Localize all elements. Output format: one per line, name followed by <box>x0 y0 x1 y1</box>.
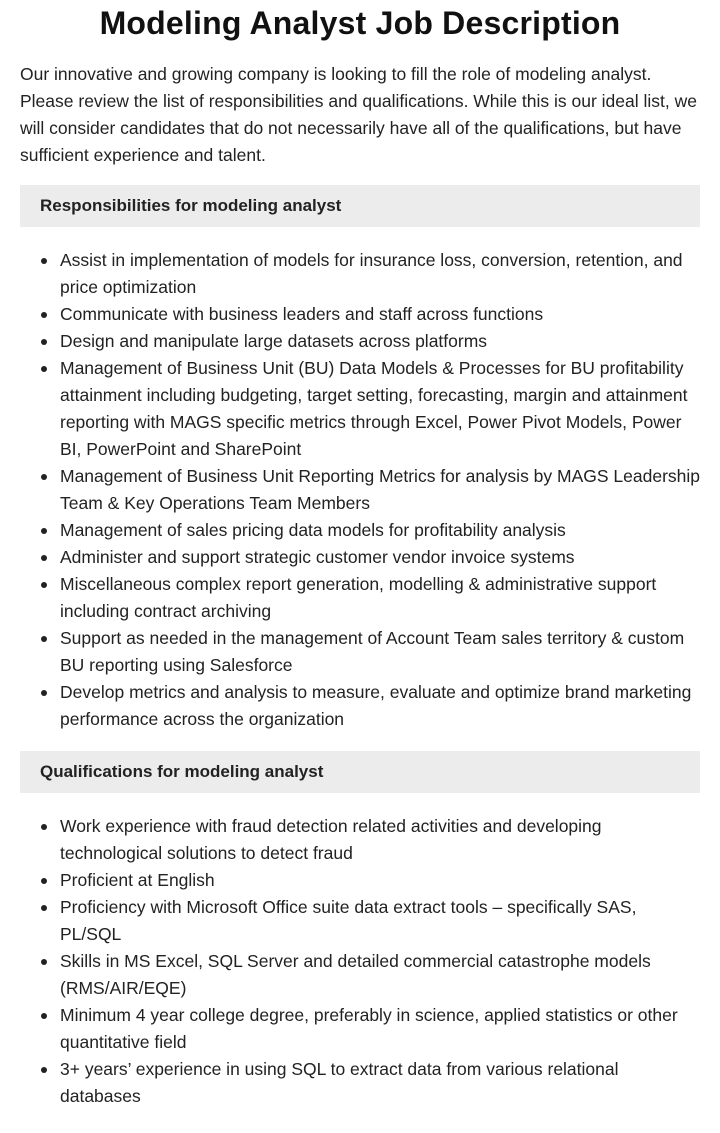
list-item <box>20 948 700 1002</box>
qualifications-list <box>20 813 700 1110</box>
bullet-icon <box>41 959 47 965</box>
list-item-text: Work experience with fraud detection related activities and developing technological solutions to detect fraud <box>60 816 602 863</box>
list-item-text: 3+ years’ experience in using SQL to extract data from various relational databases <box>60 1059 619 1106</box>
bullet-icon <box>41 555 47 561</box>
bullet-icon <box>41 824 47 830</box>
list-item-text: Miscellaneous complex report generation, modelling & administrative support including contract archiving <box>60 574 657 621</box>
list-item <box>20 355 700 463</box>
bullet-icon <box>41 582 47 588</box>
page-title: Modeling Analyst Job Description <box>99 5 621 41</box>
qualifications-heading: Qualifications for modeling analyst <box>20 751 700 793</box>
list-item-text: Communicate with business leaders and staff across functions <box>60 304 544 324</box>
list-item-text: Proficiency with Microsoft Office suite data extract tools – specifically SAS, PL/SQL <box>60 897 637 944</box>
list-item-text: Support as needed in the management of Account Team sales territory & custom BU reporting using Salesforce <box>60 628 685 675</box>
bullet-icon <box>41 905 47 911</box>
list-item <box>20 517 700 544</box>
list-item-text: Management of sales pricing data models for profitability analysis <box>60 520 566 540</box>
list-item-text: Develop metrics and analysis to measure, evaluate and optimize brand marketing performance across the organization <box>60 682 692 729</box>
responsibilities-list <box>20 247 700 733</box>
list-item <box>20 328 700 355</box>
bullet-icon <box>41 690 47 696</box>
bullet-icon <box>41 312 47 318</box>
bullet-icon <box>41 636 47 642</box>
list-item-text: Minimum 4 year college degree, preferably in science, applied statistics or other quantitative field <box>60 1005 678 1052</box>
list-item-text: Skills in MS Excel, SQL Server and detailed commercial catastrophe models (RMS/AIR/EQE) <box>60 951 651 998</box>
list-item-text: Assist in implementation of models for insurance loss, conversion, retention, and price optimization <box>60 250 683 297</box>
responsibilities-heading: Responsibilities for modeling analyst <box>20 185 700 227</box>
list-item-text: Management of Business Unit Reporting Metrics for analysis by MAGS Leadership Team & Key Operations Team Members <box>60 466 701 513</box>
list-item-text: Design and manipulate large datasets across platforms <box>60 331 488 351</box>
bullet-icon <box>41 339 47 345</box>
bullet-icon <box>41 366 47 372</box>
list-item <box>20 813 700 867</box>
bullet-icon <box>41 1067 47 1073</box>
list-item <box>20 679 700 733</box>
list-item <box>20 625 700 679</box>
list-item-text: Proficient at English <box>60 870 215 890</box>
bullet-icon <box>41 528 47 534</box>
intro-paragraph: Our innovative and growing company is looking to fill the role of modeling analyst. Please review the list of responsibilities and qualifications. While this is our ideal list, we will consider candidates that do not necessarily have all of the qualifications, but have sufficient experience and talent. <box>20 64 697 165</box>
list-item <box>20 544 700 571</box>
bullet-icon <box>41 1013 47 1019</box>
bullet-icon <box>41 878 47 884</box>
bullet-icon <box>41 474 47 480</box>
list-item <box>20 571 700 625</box>
list-item-text: Management of Business Unit (BU) Data Models & Processes for BU profitability attainment including budgeting, target setting, forecasting, margin and attainment reporting with MAGS specific metrics through Excel, Power Pivot Models, Power BI, PowerPoint and SharePoint <box>60 358 688 459</box>
list-item <box>20 1056 700 1110</box>
bullet-icon <box>41 258 47 264</box>
list-item <box>20 301 700 328</box>
list-item <box>20 1002 700 1056</box>
list-item <box>20 247 700 301</box>
list-item <box>20 463 700 517</box>
list-item-text: Administer and support strategic customer vendor invoice systems <box>60 547 575 567</box>
list-item <box>20 894 700 948</box>
list-item <box>20 867 700 894</box>
